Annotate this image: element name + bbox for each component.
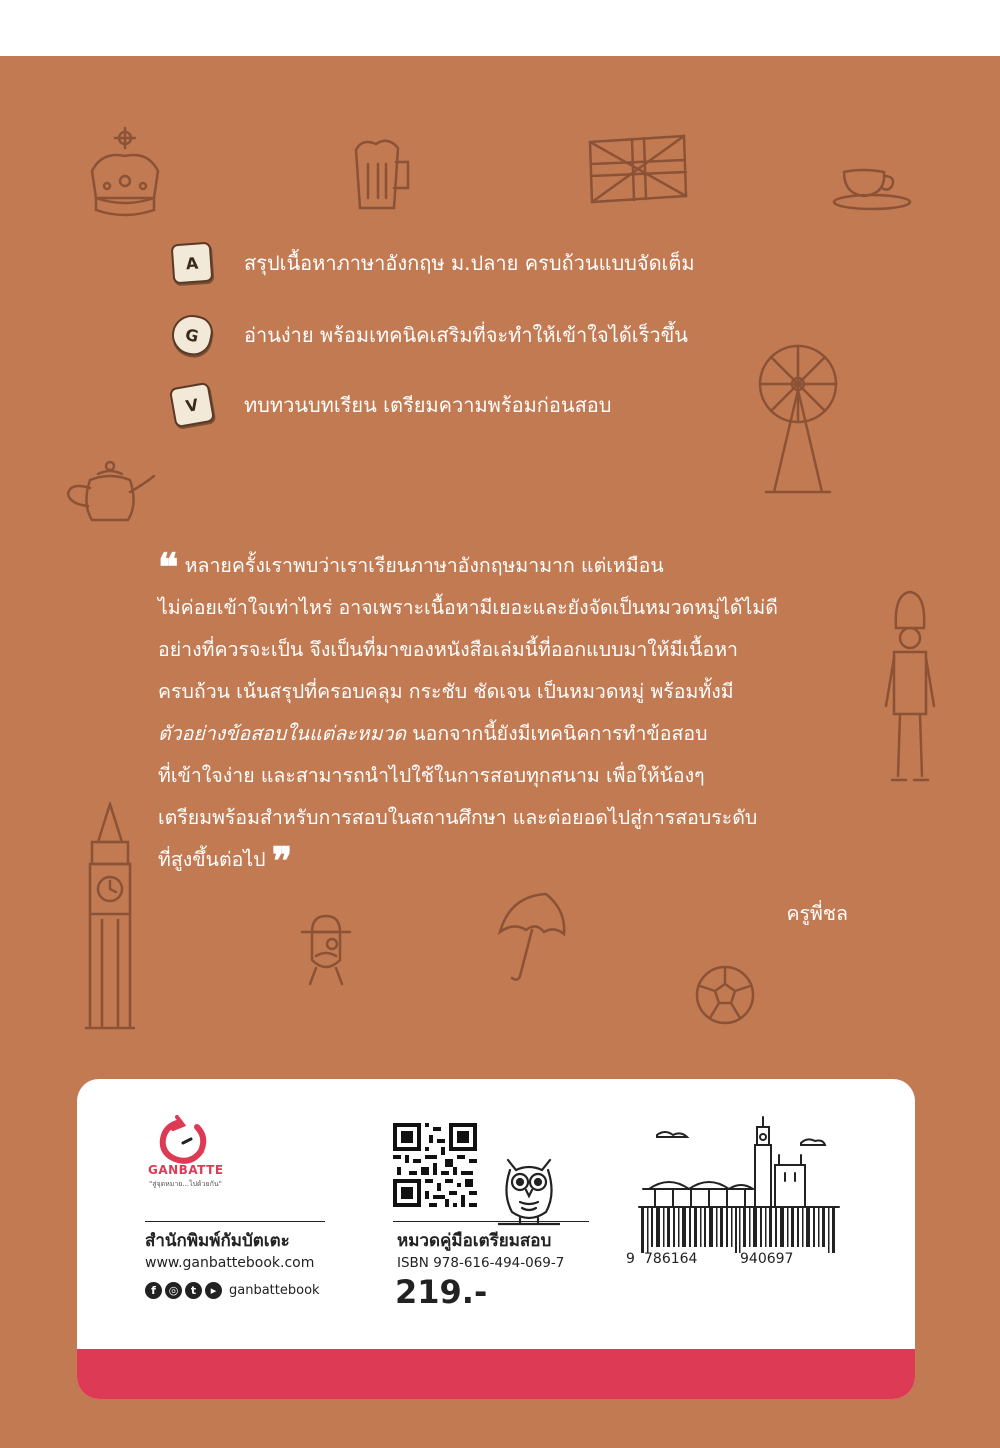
crown-icon: [82, 126, 168, 226]
quote-line: อย่างที่ควรจะเป็น จึงเป็นที่มาของหนังสือเล่มนี้ที่ออกแบบมาให้มีเนื้อหา: [158, 638, 739, 661]
divider: [145, 1221, 325, 1222]
feature-text: สรุปเนื้อหาภาษาอังกฤษ ม.ปลาย ครบถ้วนแบบจัดเต็ม: [244, 251, 695, 275]
barcode-number: [626, 1251, 838, 1267]
feature-text: อ่านง่าย พร้อมเทคนิคเสริมที่จะทำให้เข้าใจได้เร็วขึ้น: [244, 323, 688, 347]
quote-author: ครูพี่ชล: [786, 902, 848, 925]
brand-tagline: "สู่จุดหมาย...ไปด้วยกัน": [149, 1180, 222, 1188]
quote-line: ตัวอย่างข้อสอบในแต่ละหมวด นอกจากนี้ยังมีเทคนิคการทำข้อสอบ: [158, 722, 708, 745]
quote-line: เตรียมพร้อมสำหรับการสอบในสถานศึกษา และต่อยอดไปสู่การสอบระดับ: [158, 806, 758, 829]
quote-line: ที่เข้าใจง่าย และสามารถนำไปใช้ในการสอบทุกสนาม เพื่อให้น้องๆ: [158, 764, 705, 787]
qr-code: [393, 1123, 477, 1211]
brand-name: GANBATTE: [148, 1163, 224, 1177]
feature-item: [172, 380, 612, 430]
letter-tile-g-icon: G: [168, 311, 215, 358]
series-label: หมวดคู่มือเตรียมสอบ: [397, 1231, 552, 1251]
big-ben-icon: [82, 802, 138, 1032]
facebook-icon[interactable]: f: [145, 1282, 162, 1299]
umbrella-icon: [496, 890, 568, 984]
website-link[interactable]: www.ganbattebook.com: [145, 1255, 315, 1271]
publisher-name: สำนักพิมพ์กัมบัตเตะ: [145, 1231, 290, 1251]
social-links: [145, 1282, 320, 1299]
back-cover: [0, 56, 1000, 1448]
twitter-icon[interactable]: t: [185, 1282, 202, 1299]
union-jack-flag-icon: [586, 132, 690, 206]
teacup-icon: [832, 160, 914, 212]
feature-item: [172, 310, 688, 360]
info-panel: [77, 1079, 915, 1399]
divider: [393, 1221, 589, 1222]
ganbatte-logo-icon: [153, 1113, 215, 1169]
letter-tile-v-icon: V: [169, 382, 215, 428]
youtube-icon[interactable]: ▸: [205, 1282, 222, 1299]
football-icon: [694, 964, 756, 1026]
quote-italic-text: ตัวอย่างข้อสอบในแต่ละหมวด: [158, 722, 407, 745]
feature-item: [172, 238, 695, 288]
barcode-illustration: [629, 1115, 849, 1259]
panel-accent-bar: [77, 1349, 915, 1399]
quote-line: ที่สูงขึ้นต่อไป ❞: [158, 838, 293, 883]
barcode-digits-right: 940697: [740, 1251, 794, 1267]
royal-guard-icon: [880, 588, 940, 788]
beer-mug-icon: [348, 134, 412, 214]
feature-text: ทบทวนบทเรียน เตรียมความพร้อมก่อนสอบ: [244, 393, 612, 417]
quote-line: ครบถ้วน เน้นสรุปที่ครอบคลุม กระชับ ชัดเจน เป็นหมวดหมู่ พร้อมทั้งมี: [158, 680, 734, 703]
instagram-icon[interactable]: ◎: [165, 1282, 182, 1299]
isbn-text: ISBN 978-616-494-069-7: [397, 1255, 565, 1271]
close-quote-icon: ❞: [271, 838, 293, 883]
price-text: 219.-: [395, 1273, 488, 1311]
barcode-digits-left: 786164: [644, 1251, 698, 1267]
quote-line: ❝ หลายครั้งเราพบว่าเราเรียนภาษาอังกฤษมามาก แต่เหมือน: [158, 544, 664, 589]
quote-line: ไม่ค่อยเข้าใจเท่าไหร่ อาจเพราะเนื้อหามีเยอะและยังจัดเป็นหมวดหมู่ได้ไม่ดี: [158, 596, 778, 619]
letter-tile-a-icon: A: [171, 242, 214, 285]
ferris-wheel-icon: [756, 342, 840, 498]
owl-icon: [498, 1154, 560, 1230]
social-handle: ganbattebook: [229, 1283, 320, 1298]
barcode-digit-prefix: 9: [626, 1251, 635, 1267]
open-quote-icon: ❝: [158, 544, 179, 589]
teapot-icon: [64, 458, 158, 528]
gentleman-icon: [298, 910, 354, 986]
